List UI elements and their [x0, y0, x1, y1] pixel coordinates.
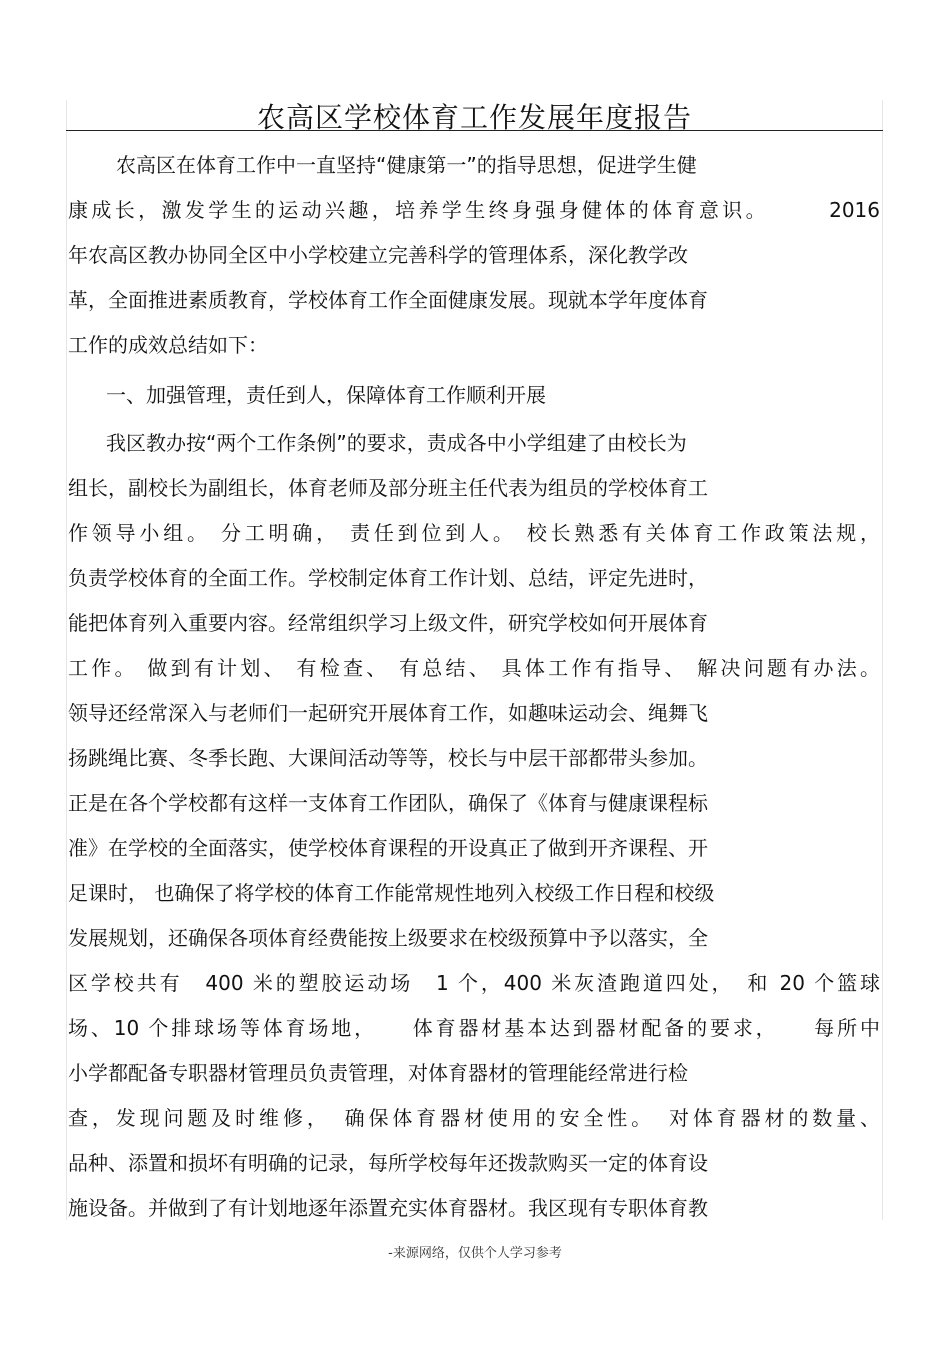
paragraph-line: 组长，副校长为副组长，体育老师及部分班主任代表为组员的学校体育工: [68, 476, 708, 500]
paragraph-line: 准》在学校的全面落实，使学校体育课程的开设真正了做到开齐课程、开: [68, 836, 708, 860]
left-margin-rule: [66, 100, 67, 1220]
paragraph-line: 区学校共有 400 米的塑胶运动场 1 个，400 米灰渣跑道四处， 和 20 个篮球: [68, 971, 880, 995]
paragraph-line: 能把体育列入重要内容。经常组织学习上级文件，研究学校如何开展体育: [68, 611, 708, 635]
paragraph-line: 品种、添置和损坏有明确的记录，每所学校每年还拨款购买一定的体育设: [68, 1151, 708, 1175]
paragraph-line: 工作。 做到有计划、 有检查、 有总结、 具体工作有指导、 解决问题有办法。: [68, 656, 880, 680]
paragraph-line: 足课时， 也确保了将学校的体育工作能常规性地列入校级工作日程和校级: [68, 881, 715, 905]
paragraph-line: 发展规划，还确保各项体育经费能按上级要求在校级预算中予以落实，全: [68, 926, 708, 950]
paragraph-line: 年农高区教办协同全区中小学校建立完善科学的管理体系，深化教学改: [68, 243, 688, 267]
paragraph-line: 施设备。并做到了有计划地逐年添置充实体育器材。我区现有专职体育教: [68, 1196, 708, 1220]
paragraph-line: 场、10 个排球场等体育场地， 体育器材基本达到器材配备的要求， 每所中: [68, 1016, 880, 1040]
paragraph-line: 查，发现问题及时维修， 确保体育器材使用的安全性。 对体育器材的数量、: [68, 1106, 880, 1130]
paragraph-line: 领导还经常深入与老师们一起研究开展体育工作，如趣味运动会、绳舞飞: [68, 701, 708, 725]
page-title: 农高区学校体育工作发展年度报告: [66, 98, 883, 131]
paragraph-line: 康成长，激发学生的运动兴趣，培养学生终身强身健体的体育意识。 2016: [68, 198, 880, 222]
paragraph-line: 农高区在体育工作中一直坚持“健康第一”的指导思想，促进学生健: [116, 153, 697, 177]
paragraph-line: 负责学校体育的全面工作。学校制定体育工作计划、总结，评定先进时，: [68, 566, 708, 590]
paragraph-line: 正是在各个学校都有这样一支体育工作团队，确保了《体育与健康课程标: [68, 791, 708, 815]
paragraph-line: 作领导小组。 分工明确， 责任到位到人。 校长熟悉有关体育工作政策法规，: [68, 521, 880, 545]
paragraph-line: 扬跳绳比赛、冬季长跑、大课间活动等等，校长与中层干部都带头参加。: [68, 746, 708, 770]
paragraph-line: 小学都配备专职器材管理员负责管理，对体育器材的管理能经常进行检: [68, 1061, 688, 1085]
page-footer: -来源网络，仅供个人学习参考: [388, 1246, 562, 1261]
paragraph-line: 工作的成效总结如下：: [68, 333, 268, 357]
section-heading: 一、加强管理，责任到人，保障体育工作顺利开展: [106, 383, 546, 407]
paragraph-line: 我区教办按“两个工作条例”的要求，责成各中小学组建了由校长为: [106, 431, 687, 455]
right-margin-rule: [882, 100, 883, 1220]
paragraph-line: 革，全面推进素质教育，学校体育工作全面健康发展。现就本学年度体育: [68, 288, 708, 312]
